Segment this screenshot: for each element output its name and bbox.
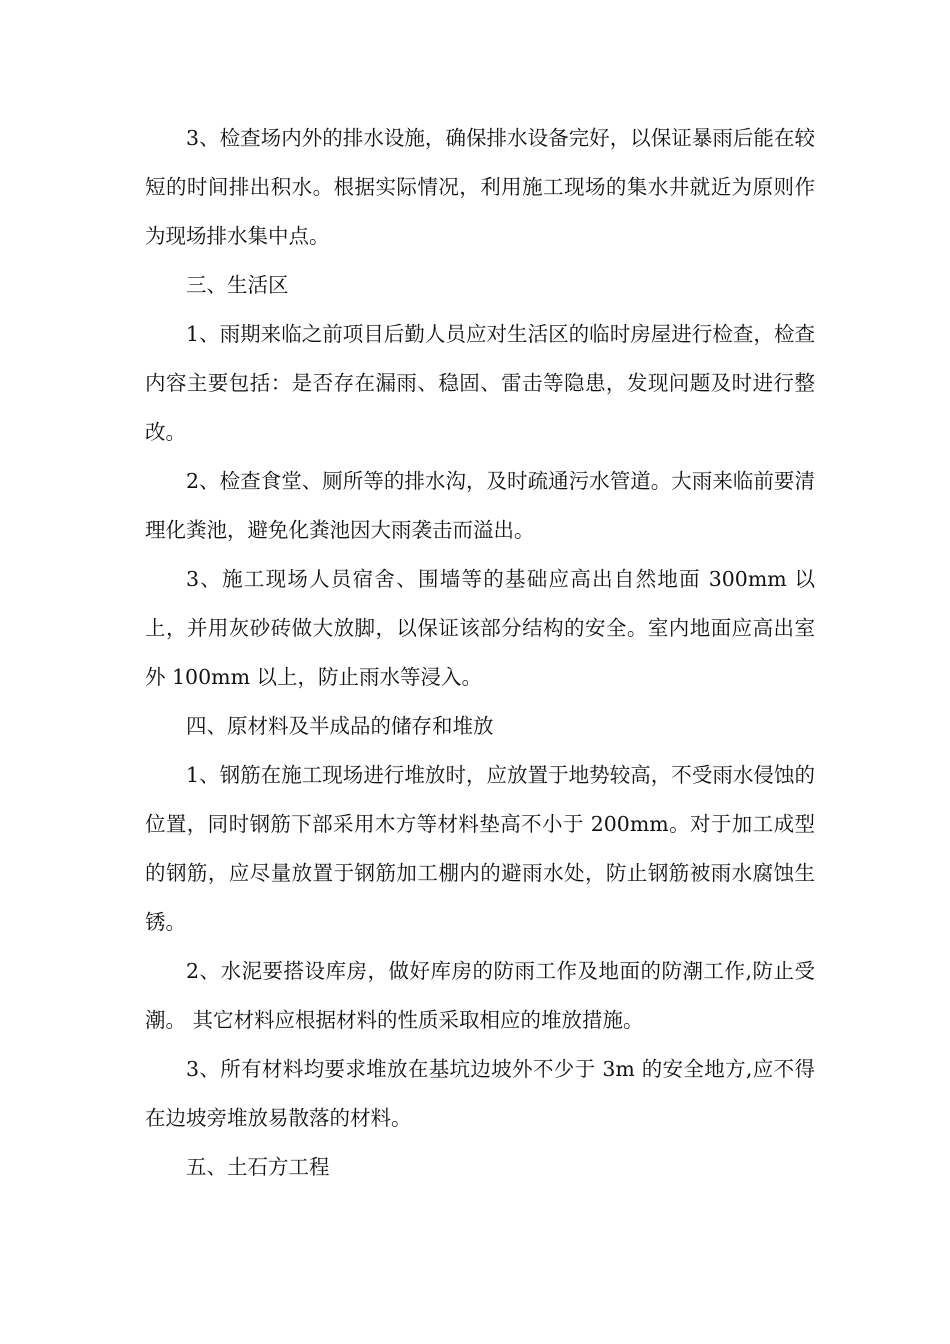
paragraph-drainage-check: 3、检查场内外的排水设施，确保排水设备完好，以保证暴雨后能在较短的时间排出积水。根据实际情况，利用施工现场的集水井就近为原则作为现场排水集中点。 [145, 126, 815, 248]
paragraph-temporary-housing: 1、雨期来临之前项目后勤人员应对生活区的临时房屋进行检查，检查内容主要包括：是否存在漏雨、稳固、雷击等隐患，发现问题及时进行整改。 [145, 322, 815, 444]
paragraph-rebar-storage: 1、钢筋在施工现场进行堆放时，应放置于地势较高，不受雨水侵蚀的位置，同时钢筋下部采用木方等材料垫高不小于 200mm。对于加工成型的钢筋，应尽量放置于钢筋加工棚内的避雨水处，防止钢筋被雨水腐蚀生锈。 [145, 763, 815, 934]
document-body [145, 114, 815, 1192]
paragraph-slope-storage: 3、所有材料均要求堆放在基坑边坡外不少于 3m 的安全地方,应不得在边坡旁堆放易散落的材料。 [145, 1057, 815, 1130]
section-heading-materials-storage: 四、原材料及半成品的储存和堆放 [186, 714, 494, 738]
paragraph-cement-warehouse: 2、水泥要搭设库房，做好库房的防雨工作及地面的防潮工作,防止受潮。 其它材料应根据材料的性质采取相应的堆放措施。 [145, 959, 815, 1032]
paragraph-canteen-drainage: 2、检查食堂、厕所等的排水沟，及时疏通污水管道。大雨来临前要清理化粪池，避免化粪池因大雨袭击而溢出。 [145, 469, 815, 542]
section-heading-earthwork: 五、土石方工程 [186, 1155, 330, 1179]
section-heading-living-area: 三、生活区 [186, 273, 289, 297]
paragraph-dormitory-foundation: 3、施工现场人员宿舍、围墙等的基础应高出自然地面 300mm 以上，并用灰砂砖做大放脚，以保证该部分结构的安全。室内地面应高出室外 100mm 以上，防止雨水等浸入。 [145, 567, 815, 689]
